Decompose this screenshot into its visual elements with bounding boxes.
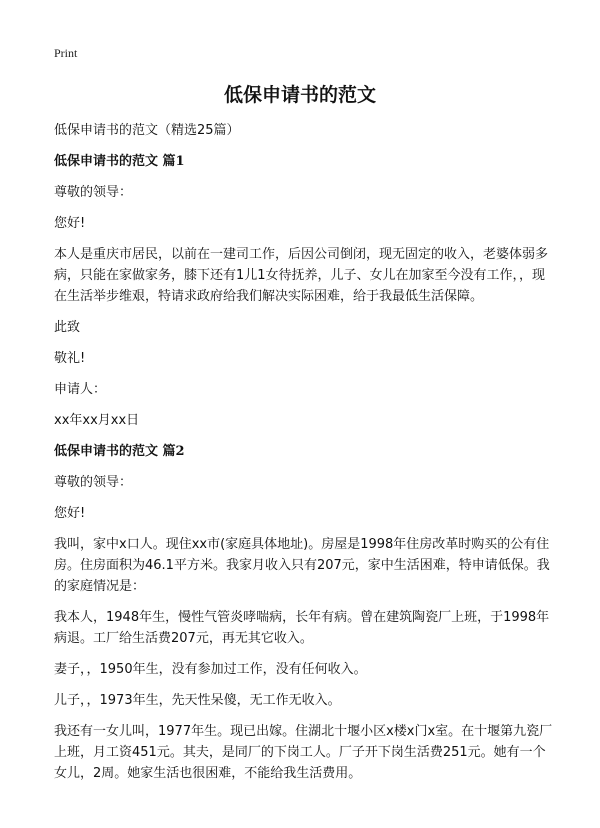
paragraph: 我叫，家中x口人。现住xx市(家庭具体地址)。房屋是1998年住房改革时购买的公有住房。住房面积为46.1平方米。我家月收入只有207元，家中生活困难，特申请低保。我的家庭情况是： (54, 537, 550, 594)
paragraph: 我本人，1948年生，慢性气管炎哮喘病，长年有病。曾在建筑陶瓷厂上班，于1998年病退。工厂给生活费207元，再无其它收入。 (54, 610, 550, 646)
paragraph: 申请人： (54, 382, 107, 397)
paragraph: 儿子，，1973年生，先天性呆傻，无工作无收入。 (54, 693, 341, 708)
paragraph: 妻子，，1950年生，没有参加过工作，没有任何收入。 (54, 662, 367, 677)
document-subtitle: 低保申请书的范文（精选25篇） (54, 123, 240, 138)
paragraph: 尊敬的领导： (54, 475, 133, 490)
paragraph: 此致 (54, 320, 81, 335)
section-heading: 低保申请书的范文 篇2 (54, 444, 185, 459)
paragraph: 敬礼! (54, 351, 86, 366)
document-body (54, 120, 554, 794)
section-heading: 低保申请书的范文 篇1 (54, 154, 185, 169)
page-title: 低保申请书的范文 (223, 84, 376, 106)
paragraph: 您好! (54, 216, 86, 231)
paragraph: 您好! (54, 506, 86, 521)
paragraph: xx年xx月xx日 (54, 413, 140, 428)
print-label: Print (54, 46, 78, 60)
paragraph: 我还有一女儿叫，1977年生。现已出嫁。住湖北十堰小区x楼x门x室。在十堰第九瓷厂上班，月工资451元。其夫，是同厂的下岗工人。厂子开下岗生活费251元。她有一个女儿，2周。她家生活也很困难，不能给我生活费用。 (54, 724, 553, 781)
paragraph: 本人是重庆市居民，以前在一建司工作，后因公司倒闭，现无固定的收入，老婆体弱多病，只能在家做家务，膝下还有1儿1女待抚养，儿子、女儿在加家至今没有工作，，现在生活举步维艰，特请求政府给我们解决实际困难，给于我最低生活保障。 (54, 247, 549, 304)
paragraph: 尊敬的领导： (54, 185, 133, 200)
